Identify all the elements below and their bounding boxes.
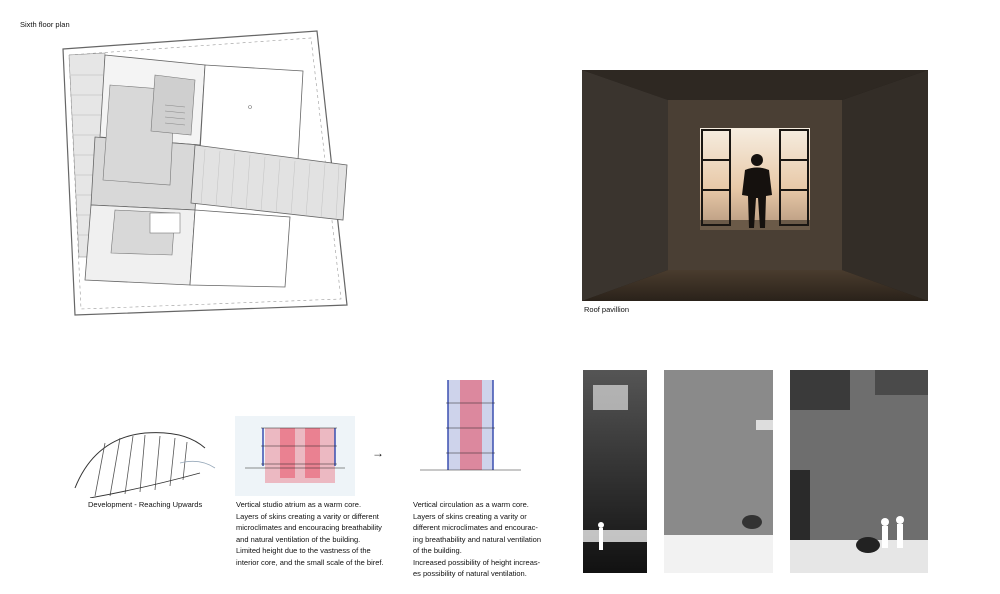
plan-title: Sixth floor plan [20, 20, 70, 29]
diagram2-line: Increased possibility of height increas- [413, 557, 541, 567]
diagram2-line: of the building. [413, 546, 462, 555]
diagram1-line: interior core, and the small scale of the biref. [236, 557, 384, 567]
diagram2-line: es possibility of natural ventilation. [413, 569, 527, 578]
diagram2-line: Vertical circulation as a warm core. [413, 500, 529, 509]
diagram1-line: and natural ventilation of the building. [236, 534, 361, 544]
diagram1-line: Limited height due to the vastness of the [236, 546, 371, 555]
diagram1-line: Vertical studio atrium as a warm core. [236, 500, 362, 509]
roof-caption: Roof pavillion [584, 305, 630, 314]
diagram1-text [236, 499, 386, 568]
interior-photo-3 [790, 370, 928, 573]
diagram1-line: Layers of skins creating a varity or different [236, 511, 379, 521]
atrium-diagram [235, 416, 355, 496]
interior-photo-2 [664, 370, 773, 573]
diagram1-line: microclimates and encouracing breathability [236, 523, 382, 532]
floor-plan-drawing [55, 25, 360, 320]
diagram2-line: Layers of skins creating a varity or [413, 511, 527, 521]
circulation-diagram [418, 378, 523, 473]
arrow-icon: → [372, 446, 384, 460]
diagram2-line: ing breathability and natural ventilation [413, 534, 542, 544]
diagram2-line: different microclimates and encourac- [413, 523, 538, 532]
roof-pavillion-photo [582, 70, 928, 301]
development-sketch [65, 418, 220, 498]
sketch-caption: Development - Reaching Upwards [88, 500, 203, 509]
diagram2-text [413, 499, 563, 580]
interior-photo-1 [583, 370, 647, 573]
